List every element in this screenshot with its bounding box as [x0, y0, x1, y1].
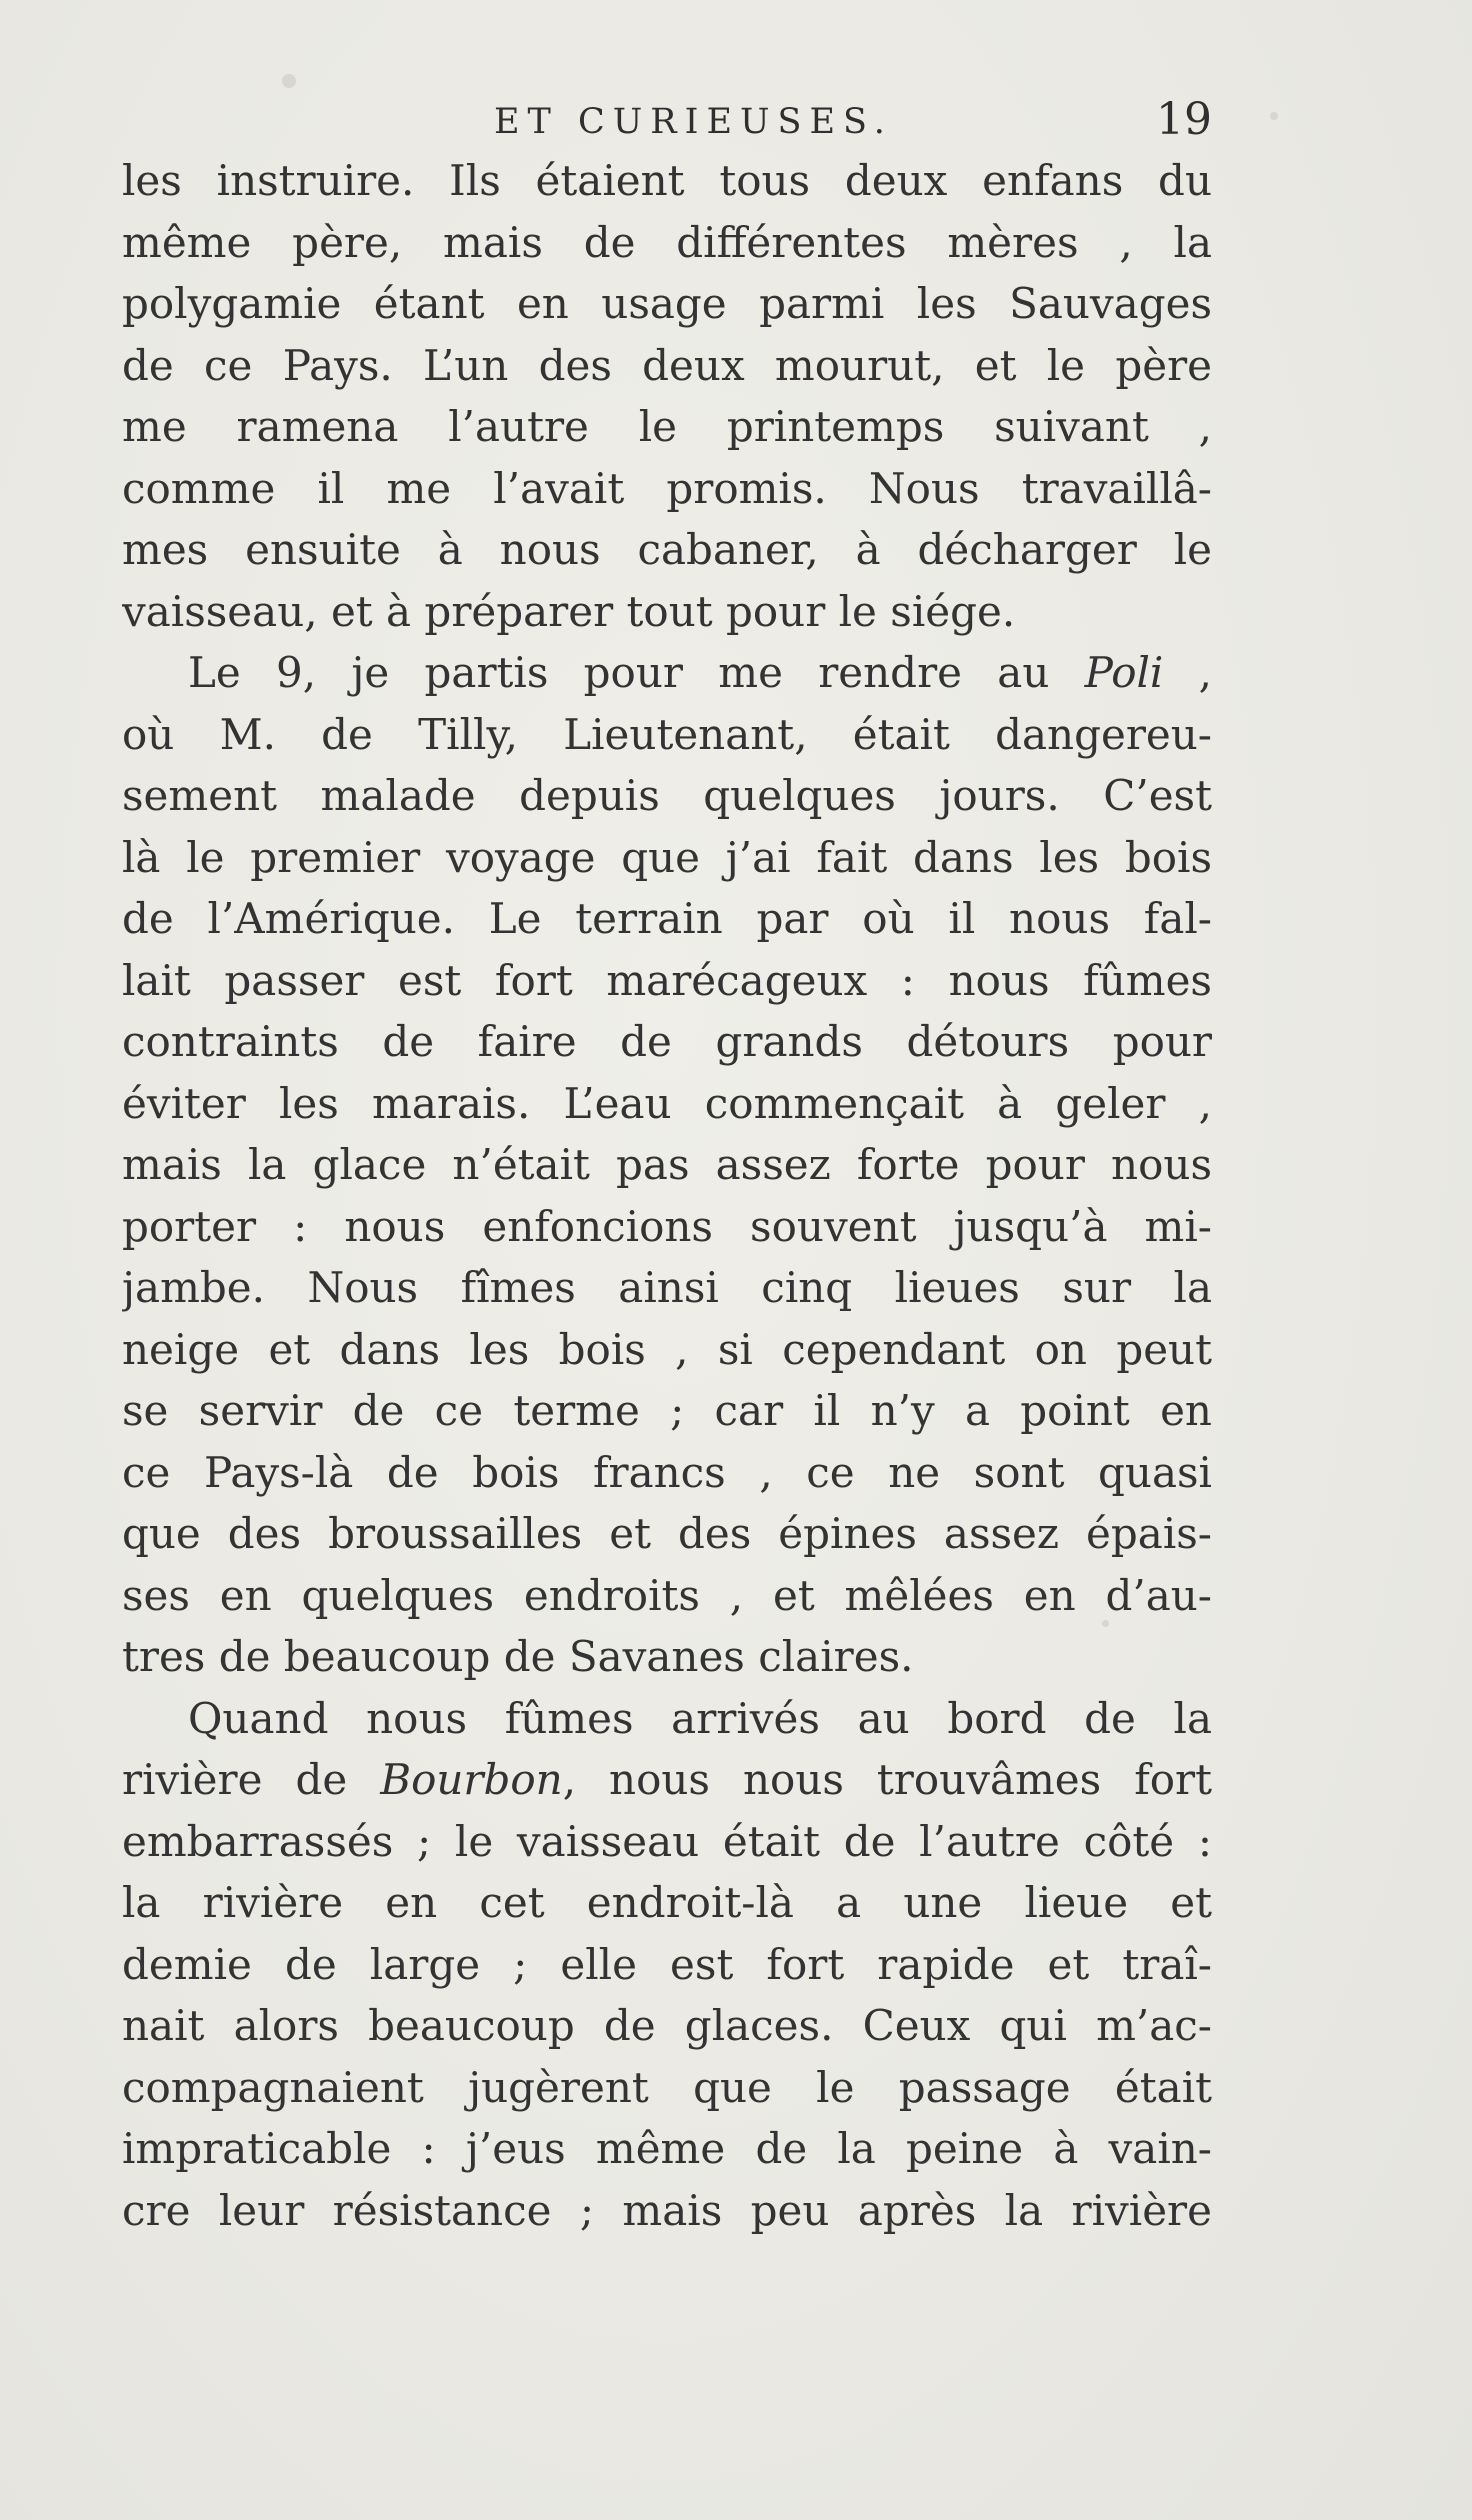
text-line: de ce Pays. L’un des deux mourut, et le père: [122, 340, 1212, 390]
page-header: [122, 92, 1212, 152]
text-line: que des broussailles et des épines assez épais-: [122, 1509, 1212, 1558]
text-line: mais la glace n’était pas assez forte pour nous: [122, 1140, 1212, 1189]
text-line: lait passer est fort marécageux : nous fûmes: [122, 955, 1212, 1005]
text-line: même père, mais de différentes mères , la: [122, 217, 1212, 267]
text-line: me ramena l’autre le printemps suivant ,: [122, 402, 1212, 451]
paper-spot: [282, 74, 296, 88]
text-line: [122, 1749, 1212, 1811]
text-line: où M. de Tilly, Lieutenant, était dangereu-: [122, 709, 1212, 759]
text-line: ce Pays-là de bois francs , ce ne sont quasi: [122, 1447, 1212, 1497]
paper-spot: [1270, 112, 1278, 120]
text-line: porter : nous enfoncions souvent jusqu’à mi-: [122, 1201, 1212, 1251]
text-line: se servir de ce terme ; car il n’y a point en: [122, 1386, 1212, 1435]
text-line: jambe. Nous fîmes ainsi cinq lieues sur la: [122, 1263, 1212, 1312]
text-line: polygamie étant en usage parmi les Sauvages: [122, 279, 1212, 328]
text-line: neige et dans les bois , si cependant on peut: [122, 1324, 1212, 1374]
text-line: les instruire. Ils étaient tous deux enfans du: [122, 156, 1212, 205]
text-line: sement malade depuis quelques jours. C’est: [122, 771, 1212, 820]
page-number: 19: [1156, 94, 1212, 145]
text-line: compagnaient jugèrent que le passage était: [122, 2062, 1212, 2112]
text-line: nait alors beaucoup de glaces. Ceux qui m’ac-: [122, 2001, 1212, 2050]
text-run: , nous nous trouvâmes fort: [562, 1755, 1212, 1804]
paragraph-end-line: vaisseau, et à préparer tout pour le siége.: [122, 586, 1016, 636]
paragraph-start-line: [122, 642, 1212, 704]
paragraph-start-line: Quand nous fûmes arrivés au bord de la: [188, 1693, 1212, 1743]
text-run: Le 9, je partis pour me rendre au: [188, 648, 1085, 697]
text-line: contraints de faire de grands détours pour: [122, 1017, 1212, 1066]
paragraph-end-line: tres de beaucoup de Savanes claires.: [122, 1632, 914, 1681]
river-name-bourbon: Bourbon: [380, 1755, 563, 1804]
text-line: comme il me l’avait promis. Nous travaillâ-: [122, 463, 1212, 513]
text-line: impraticable : j’eus même de la peine à vain-: [122, 2124, 1212, 2173]
text-line: la rivière en cet endroit-là a une lieue et: [122, 1878, 1212, 1927]
running-title: ET CURIEUSES.: [494, 102, 893, 142]
text-line: de l’Amérique. Le terrain par où il nous fal-: [122, 894, 1212, 943]
text-line: embarrassés ; le vaisseau était de l’autre côté :: [122, 1816, 1212, 1866]
body-text: [122, 150, 1212, 2241]
text-line: ses en quelques endroits , et mêlées en d’au-: [122, 1570, 1212, 1620]
text-line: cre leur résistance ; mais peu après la rivière: [122, 2185, 1212, 2235]
place-name-poli: Poli: [1084, 648, 1164, 697]
text-line: mes ensuite à nous cabaner, à décharger le: [122, 525, 1212, 574]
text-run: rivière de: [122, 1755, 381, 1804]
text-line: là le premier voyage que j’ai fait dans les bois: [122, 832, 1212, 882]
text-run: ,: [1163, 648, 1212, 697]
text-line: éviter les marais. L’eau commençait à geler ,: [122, 1078, 1212, 1128]
text-line: demie de large ; elle est fort rapide et traî-: [122, 1939, 1212, 1989]
